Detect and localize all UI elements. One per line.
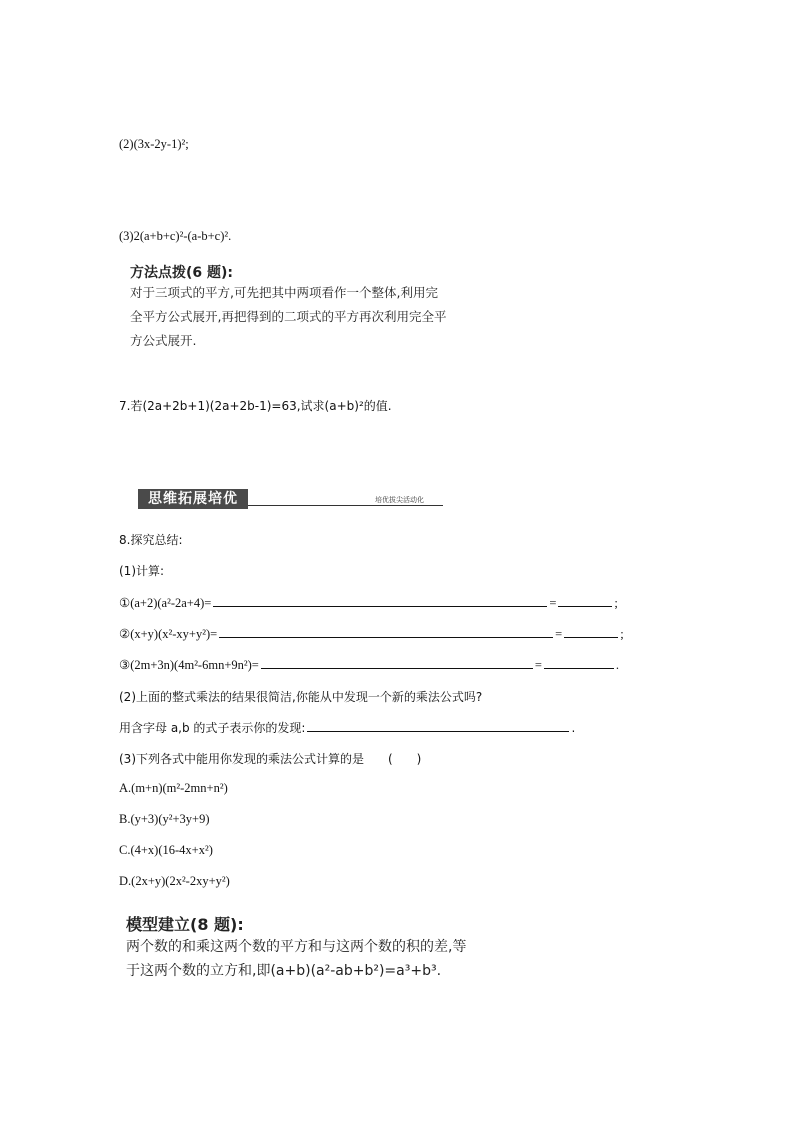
option-d[interactable]: D.(2x+y)(2x²-2xy+y²): [119, 874, 230, 888]
problem-8-sub3: (3)下列各式中能用你发现的乘法公式计算的是 ( ): [119, 752, 422, 766]
row-end: ;: [614, 596, 618, 610]
row-end: .: [571, 721, 576, 735]
calc-row-1: [119, 594, 618, 611]
method-tip-body: 对于三项式的平方,可先把其中两项看作一个整体,利用完全平方公式展开,再把得到的二项式的平方再次利用完全平方公式展开.: [130, 285, 447, 348]
answer-blank-3b[interactable]: [544, 656, 614, 669]
problem-8-sub1: (1)计算:: [119, 564, 165, 578]
answer-blank-1b[interactable]: [558, 594, 612, 607]
option-b[interactable]: B.(y+3)(y²+3y+9): [119, 812, 210, 826]
problem-8-intro: 8.探究总结:: [119, 533, 183, 547]
model-title: 模型建立(8 题):: [126, 915, 244, 934]
problem-8-sub2: (2)上面的整式乘法的结果很简洁,你能从中发现一个新的乘法公式吗?: [119, 690, 483, 704]
row-end: .: [615, 658, 620, 672]
problem-8-sub2b: 用含字母 a,b 的式子表示你的发现:: [119, 721, 306, 735]
calc-expression-1: ①(a+2)(a²-2a+4)=: [119, 596, 212, 610]
answer-blank-1a[interactable]: [213, 594, 547, 607]
model-body: 两个数的和乘这两个数的平方和与这两个数的积的差,等于这两个数的立方和,即(a+b)(a²-ab+b²)=a³+b³.: [126, 939, 467, 979]
section-banner-note: 培优拔尖活动化: [375, 496, 424, 504]
problem-7: 7.若(2a+2b+1)(2a+2b-1)=63,试求(a+b)²的值.: [119, 399, 392, 413]
calc-row-3: [119, 656, 619, 673]
discovery-row: [119, 719, 575, 736]
equals-sign: =: [534, 658, 542, 672]
equals-sign: =: [555, 627, 563, 641]
section-banner-title: 思维拓展培优: [138, 489, 248, 509]
answer-blank-2b[interactable]: [564, 625, 618, 638]
problem-2: (2)(3x-2y-1)²;: [119, 137, 189, 151]
method-tip-title: 方法点拨(6 题):: [130, 265, 234, 281]
calc-row-2: [119, 625, 624, 642]
answer-blank-3a[interactable]: [261, 656, 533, 669]
discovery-blank[interactable]: [307, 719, 569, 732]
option-c[interactable]: C.(4+x)(16-4x+x²): [119, 843, 213, 857]
option-a[interactable]: A.(m+n)(m²-2mn+n²): [119, 781, 228, 795]
calc-expression-3: ③(2m+3n)(4m²-6mn+9n²)=: [119, 658, 259, 672]
answer-blank-2a[interactable]: [219, 625, 553, 638]
calc-expression-2: ②(x+y)(x²-xy+y²)=: [119, 627, 218, 641]
row-end: ;: [620, 627, 624, 641]
problem-3: (3)2(a+b+c)²-(a-b+c)².: [119, 229, 232, 243]
equals-sign: =: [549, 596, 557, 610]
